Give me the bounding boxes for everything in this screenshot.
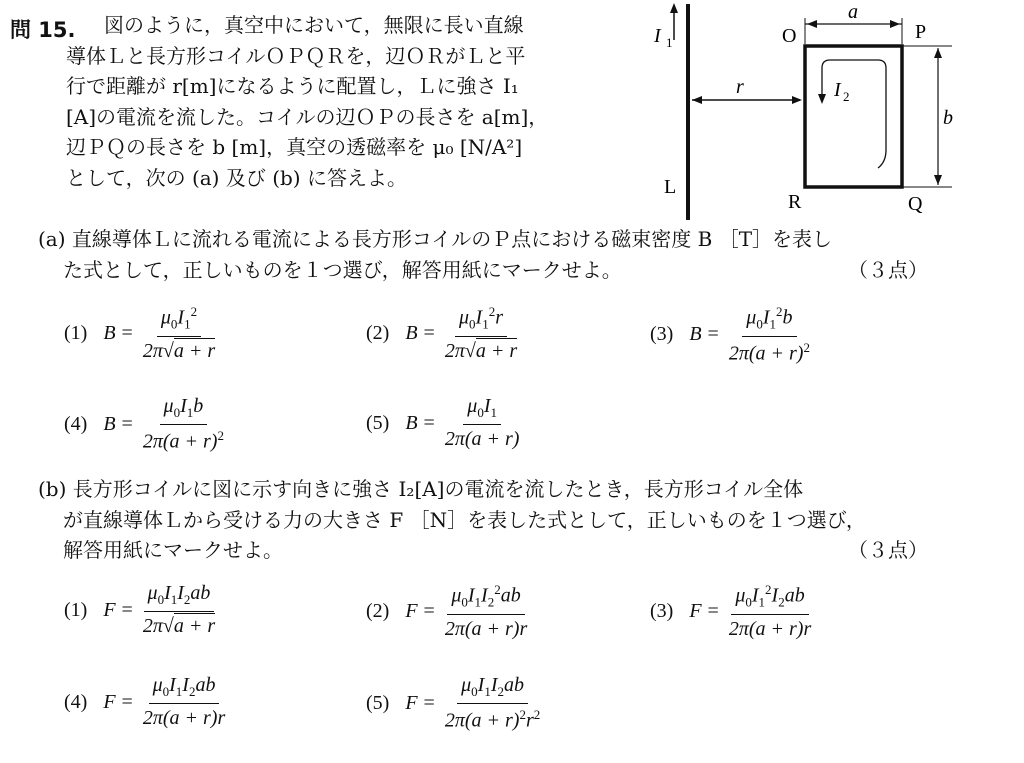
label-I1: I (654, 25, 661, 47)
part-b-points: （３点） (848, 538, 928, 562)
label-P: P (915, 21, 927, 43)
part-b-line-3: 解答用紙にマークせよ。 （３点） (38, 535, 998, 566)
part-a-line-2: た式として，正しいものを１つ選び，解答用紙にマークせよ。 （３点） (38, 255, 998, 286)
label-Q: Q (908, 193, 923, 215)
label-r: r (736, 76, 744, 98)
svg-text:2: 2 (843, 89, 850, 104)
part-a-option-2[interactable]: (2) B = $\frac{\mu_0I_1^2r}{2\pi√a + r}$ (366, 304, 518, 362)
part-a-points: （３点） (848, 257, 928, 282)
label-R: R (788, 191, 802, 213)
part-b-option-3[interactable]: (3) F = $\frac{\mu_0I_1^2I_2ab}{2\pi(a + r)r}$ (650, 582, 812, 640)
question-stem (66, 10, 626, 193)
label-O: O (782, 25, 797, 47)
part-b-prompt (38, 474, 998, 566)
current-arrow-icon (670, 3, 678, 13)
stem-line-5: 辺ＰＱの長さを b [m]，真空の透磁率を μ₀ [N/A²] (66, 135, 523, 159)
part-b-line-1: (b) 長方形コイルに図に示す向きに強さ I₂[A]の電流を流したとき，長方形コイル全体 (38, 477, 804, 501)
wire-coil-diagram (640, 0, 1020, 230)
label-L: L (664, 176, 677, 198)
question-number: 問 15. (10, 18, 76, 42)
coil-rectangle (805, 46, 902, 187)
part-b-line-2: が直線導体Ｌから受ける力の大きさ F ［N］を表した式として，正しいものを１つ選び， (63, 507, 866, 532)
label-I2: I (834, 79, 841, 101)
stem-line-3: 行で距離が r[m]になるように配置し，Ｌに強さ I₁ (66, 74, 519, 98)
stem-line-1: 図のように，真空中において，無限に長い直線 (104, 13, 524, 37)
label-a: a (848, 1, 858, 23)
label-b: b (943, 107, 953, 129)
coil-current-path (822, 60, 886, 168)
part-a-prompt (38, 224, 998, 285)
part-a-option-3[interactable]: (3) B = $\frac{\mu_0I_1^2b}{2\pi(a + r)^2}$ (650, 304, 810, 365)
part-b-option-4[interactable]: (4) F = $\frac{\mu_0I_1I_2ab}{2\pi(a + r)r}$ (64, 674, 226, 729)
svg-text:1: 1 (666, 35, 673, 50)
part-a-line-1: (a) 直線導体Ｌに流れる電流による長方形コイルのＰ点における磁束密度 B ［T］を表し (38, 227, 833, 251)
part-b-option-2[interactable]: (2) F = $\frac{\mu_0I_1I_2^2ab}{2\pi(a + r)r}$ (366, 582, 528, 640)
stem-line-6: として，次の (a) 及び (b) に答えよ。 (66, 165, 407, 190)
coil-current-arrow-icon (818, 94, 826, 104)
stem-line-2: 導体Ｌと長方形コイルＯＰＱＲを，辺ＯＲがＬと平 (66, 43, 526, 68)
part-b-option-1[interactable]: (1) F = $\frac{\mu_0I_1I_2ab}{2\pi√a + r}$ (64, 582, 216, 637)
part-a-option-1[interactable]: (1) B = $\frac{\mu_0I_1^2}{2\pi√a + r}$ (64, 304, 216, 362)
part-a-option-5[interactable]: (5) B = $\frac{\mu_0I_1}{2\pi(a + r)}$ (366, 395, 520, 450)
part-a-option-4[interactable]: (4) B = $\frac{\mu_0I_1b}{2\pi(a + r)^2}$ (64, 395, 224, 453)
stem-line-4: [A]の電流を流した。コイルの辺ＯＰの長さを a[m]， (66, 104, 549, 129)
part-b-option-5[interactable]: (5) F = $\frac{\mu_0I_1I_2ab}{2\pi(a + r)^2r^2}$ (366, 674, 541, 732)
